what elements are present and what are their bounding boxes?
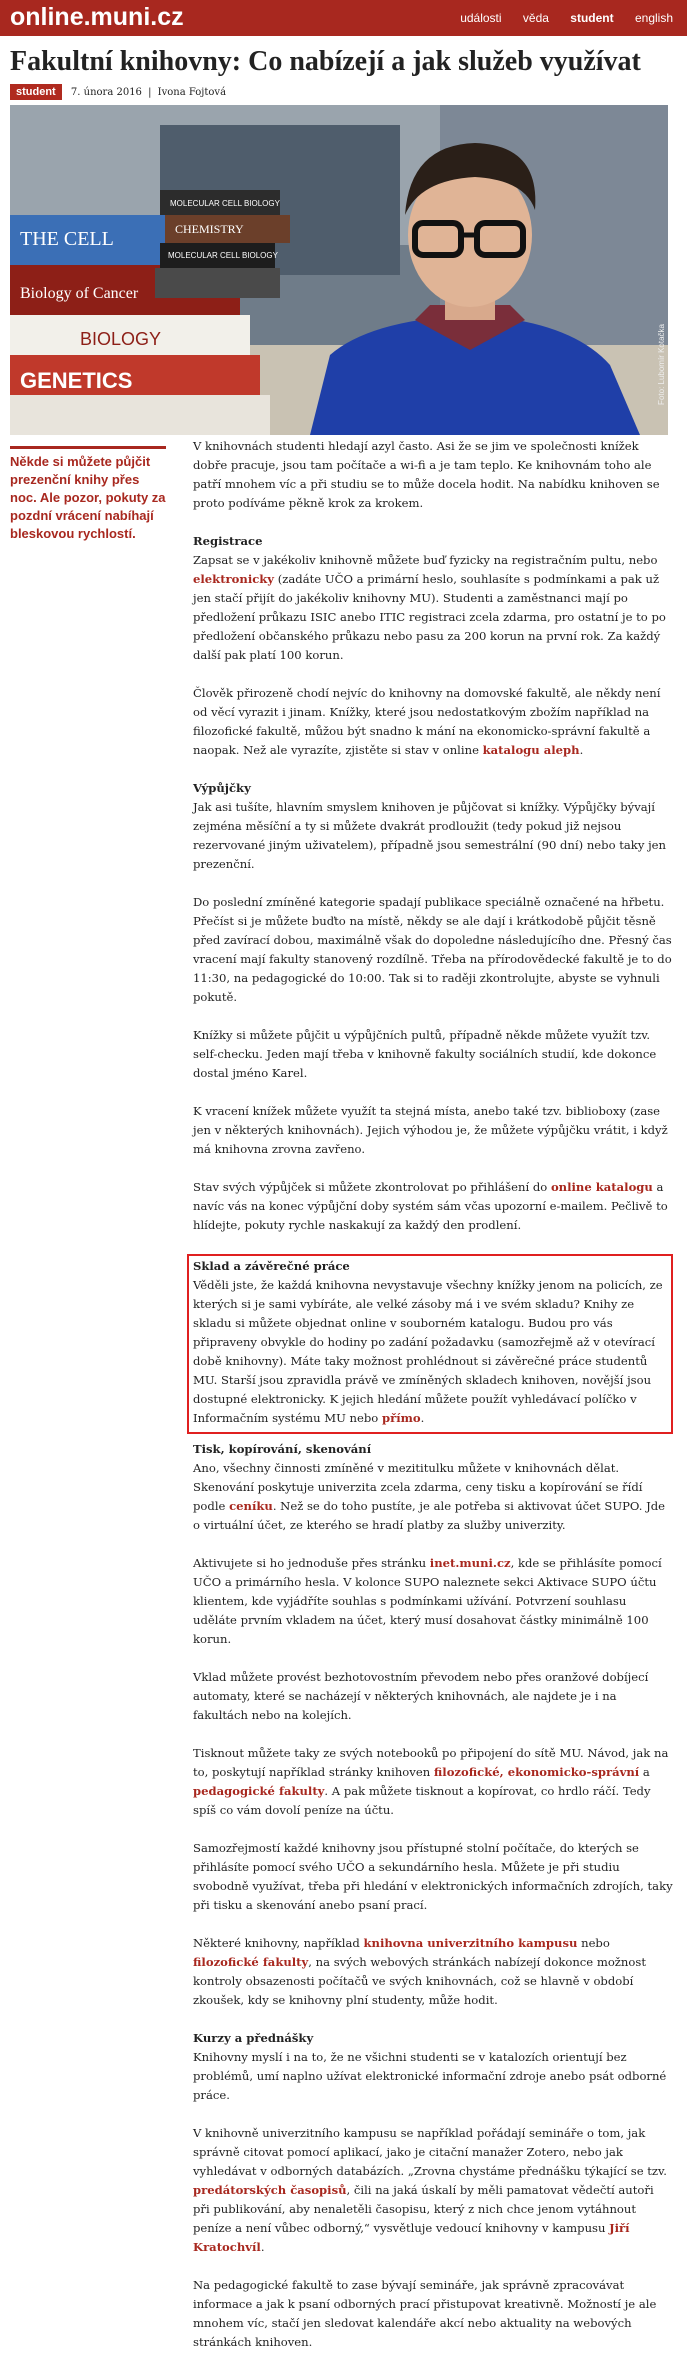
paragraph [193, 684, 673, 760]
registration-section [193, 532, 673, 665]
site-logo[interactable]: online.muni.cz [10, 3, 184, 31]
print-section [193, 1440, 673, 1535]
category-badge[interactable]: student [10, 84, 62, 100]
article-body [193, 437, 673, 2371]
nav-item-student[interactable]: student [570, 11, 614, 25]
theses-search-link[interactable]: přímo [381, 1411, 421, 1425]
text-run: Aktivujete si ho jednoduše přes stránku [193, 1556, 430, 1570]
book-title-7: GENETICS [20, 368, 133, 393]
arts-faculty-link[interactable]: filozofické fakulty [193, 1955, 309, 1969]
book-title-4: THE CELL [20, 228, 114, 250]
pricelist-link[interactable]: ceníku [229, 1499, 273, 1513]
text-run: Tisknout můžete taky ze svých notebooků po připojení do sítě MU. Návod, jak na to, poskytují například stránky knihoven [193, 1746, 669, 1779]
text-run: a navíc vás na konec výpůjční doby systém sám včas upozorní e-mailem. Pečlivě to hlídejte, pokuty rychle naskakují za každý den prodlení. [193, 1180, 668, 1232]
predatory-journals-link[interactable]: predátorských časopisů [193, 2183, 347, 2197]
article-photo [10, 105, 668, 435]
text-run: , na svých webových stránkách nabízejí dokonce možnost kontroly obsazenosti počítačů ve svých knihovnách, což se hlavně v období zkoušek, kdy se knihovny plní studenty, může hodit. [193, 1955, 646, 2007]
text-run: Člověk přirozeně chodí nejvíc do knihovny na domovské fakultě, ale někdy není od věcí vyrazit i jinam. Knížky, které jsou nedostatkovým zbožím například na filozofické fakultě, můžou být snadno k mání na ekonomicko-správní fakultě a naopak. Než ale vyrazíte, zjistěte si stav v online [193, 686, 661, 757]
loans-section [193, 779, 673, 874]
site-header [0, 0, 687, 36]
text-run: . [579, 743, 584, 757]
book-title-5: Biology of Cancer [20, 285, 139, 302]
highlighted-storage-section [187, 1254, 673, 1434]
paragraph: Samozřejmostí každé knihovny jsou přístupné stolní počítače, do kterých se přihlásíte pomocí svého UČO a sekundárního hesla. Můžete je při studiu svobodně využívat, třeba při hledání v elektronických informačních zdrojích, taky při tisku a skenování anebo psaní prací. [193, 1841, 673, 1912]
campus-library-link[interactable]: knihovna univerzitního kampusu [363, 1936, 578, 1950]
pull-quote: Někde si můžete půjčit prezenční knihy přes noc. Ale pozor, pokuty za pozdní vrácení nabíhají bleskovou rychlostí. [10, 446, 166, 543]
courses-heading: Kurzy a přednášky [193, 2031, 314, 2045]
text-run: Zapsat se v jakékoliv knihovně můžete buď fyzicky na registračním pultu, nebo [193, 553, 658, 567]
photo-illustration [10, 105, 668, 435]
paragraph: Na pedagogické fakultě to zase bývají semináře, jak správně zpracovávat informace a jak k psaní odborných prací přistupovat kreativně. Možností je ale mnohem víc, stačí jen sledovat kalendáře akcí nebo aktuality na webových stránkách knihoven. [193, 2278, 657, 2349]
text-run: nebo [577, 1936, 610, 1950]
paragraph: K vracení knížek můžete využít ta stejná místa, anebo také tzv. biblioboxy (zase jen v některých knihovnách). Jejich výhodou je, že můžete výpůjčku vrátit, i když má knihovna zrovna zavřeno. [193, 1104, 668, 1156]
meta-separator: | [148, 87, 152, 98]
nav-item-veda[interactable]: věda [522, 11, 549, 25]
article-date: 7. února 2016 [70, 87, 142, 98]
book-title-6: BIOLOGY [80, 329, 162, 349]
text-run: Ano, všechny činnosti zmíněné v mezititulku můžete v knihovnách dělat. Skenování poskytuje univerzita zcela zdarma, ceny tisku a kopírování se řídí podle [193, 1461, 643, 1513]
paragraph [193, 1934, 673, 2010]
text-run: . Než se do toho pustíte, je ale potřeba si aktivovat účet SUPO. Jde o virtuální účet, ze kterého se hradí platby za služby univerzity. [193, 1499, 666, 1532]
text-run: , kde se přihlásíte pomocí UČO a primárního hesla. V kolonce SUPO naleznete sekci Aktivace SUPO účtu klientem, kde vyjádříte souhlas s podmínkami užívání. Potvrzení souhlasu uděláte prvním vkladem na účet, který musí dosahovat částky minimálně 100 korun. [193, 1556, 662, 1646]
nav-item-udalosti[interactable]: události [460, 11, 502, 25]
paragraph [193, 1257, 667, 1428]
aleph-catalog-link[interactable]: katalogu aleph [482, 743, 580, 757]
storage-heading: Sklad a závěrečné práce [193, 1259, 350, 1273]
text-run: Věděli jste, že každá knihovna nevystavuje všechny knížky jenom na policích, ze kterých si je sami vybíráte, ale velké zásoby má i ve svém skladu? Knihy ze skladu si můžete objednat online v souborném katalogu. Budou pro vás připraveny obvykle do hodiny po zadání požadavku (samozřejmě až v otevírací době knihovny). Máte taky možnost prohlédnout si závěrečné práce studentů MU. Starší jsou zpravidla právě ve zmíněných skladech knihoven, novější jsou dostupné elektronicky. K jejich hledání můžete použít vyhledávací políčko v Informačním systému MU nebo [193, 1278, 663, 1425]
text-run: . A pak můžete tisknout a kopírovat, co hrdlo ráčí. Tedy spíš co vám dovolí peníze na účtu. [193, 1784, 651, 1817]
loans-heading: Výpůjčky [193, 781, 251, 795]
top-nav [442, 11, 673, 25]
text-run: . [420, 1411, 425, 1425]
pedagogical-faculty-link[interactable]: pedagogické fakulty [193, 1784, 325, 1798]
online-catalog-link[interactable]: online katalogu [550, 1180, 653, 1194]
book-title-1: MOLECULAR CELL BIOLOGY [170, 199, 280, 208]
text-run: Stav svých výpůjček si můžete zkontrolovat po přihlášení do [193, 1180, 551, 1194]
text-run: a [639, 1765, 650, 1779]
text-run: , čili na jaká úskalí by měli pamatovat vědečtí autoři při publikování, aby nenaletěli časopisu, který z nich chce jenom vytáhnout peníze a není vůbec odborný,“ vysvětluje vedoucí knihovny v kampusu [193, 2183, 654, 2235]
text-run: V knihovně univerzitního kampusu se například pořádají semináře o tom, jak správně citovat pomocí aplikací, jako je citační manažer Zotero, nebo jak vyhledávat v odborných databázích. „Zrovna chystáme přednášku týkající se tzv. [193, 2126, 667, 2178]
paragraph: Vklad můžete provést bezhotovostním převodem nebo přes oranžové dobíjecí automaty, které se nacházejí v některých knihovnách, ale najdete je i na fakultách nebo na kolejích. [193, 1670, 649, 1722]
book-title-3: MOLECULAR CELL BIOLOGY [168, 251, 278, 260]
inet-link[interactable]: inet.muni.cz [429, 1556, 511, 1570]
print-heading: Tisk, kopírování, skenování [193, 1442, 372, 1456]
text-run: Knihovny myslí i na to, že ne všichni studenti se v katalozích orientují bez problémů, umí naplno užívat elektronické informační zdroje anebo psát odborné práce. [193, 2050, 667, 2102]
article-meta [10, 84, 226, 100]
intro-paragraph: V knihovnách studenti hledají azyl často. Asi že se jim ve společnosti knížek dobře pracuje, jsou tam počítače a wi-fi a je tam teplo. Ke knihovnám toho ale patří mnohem víc a při studiu se to může docela hodit. Na nabídku knihoven se proto podíváme pěkně krok za krokem. [193, 439, 660, 510]
article-title: Fakultní knihovny: Co nabízejí a jak služeb využívat [10, 46, 641, 77]
text-run: Jak asi tušíte, hlavním smyslem knihoven je půjčovat si knížky. Výpůjčky bývají zejména měsíční a ty si můžete dvakrát prodloužit (tedy pokud již nejsou rezervované jiným uživatelem), případně jsou semestrální (90 dní) nebo taky jen prezenční. [193, 800, 666, 871]
text-run: (zadáte UČO a primární heslo, souhlasíte s podmínkami a pak už jen stačí přijít do jakékoliv knihovny MU). Studenti a zaměstnanci mají po předložení průkazu ISIC anebo ITIC registraci zcela zdarma, pro ostatní je to po předložení občanského průkazu nebo pasu za 200 korun na první rok. Za každý další pak platí 100 korun. [193, 572, 666, 662]
jiri-kratochvil-link[interactable]: Jiří Kratochvíl [193, 2221, 630, 2254]
text-run: Některé knihovny, například [193, 1936, 364, 1950]
paragraph: Knížky si můžete půjčit u výpůjčních pultů, případně někde můžete využít tzv. self-checku. Jeden mají třeba v knihovně fakulty sociálních studií, kde dokonce dostal jméno Karel. [193, 1028, 657, 1080]
faculty-libraries-link[interactable]: filozofické, ekonomicko-správní [433, 1765, 640, 1779]
paragraph [193, 2124, 673, 2257]
courses-section [193, 2029, 673, 2105]
nav-item-english[interactable]: english [634, 11, 673, 25]
registration-heading: Registrace [193, 534, 263, 548]
text-run: . [260, 2240, 265, 2254]
book-title-2: CHEMISTRY [175, 222, 244, 236]
paragraph [193, 1178, 673, 1235]
paragraph [193, 1554, 673, 1649]
paragraph [193, 1744, 673, 1820]
photo-credit: Foto: Lubomír Kotačka [657, 324, 666, 405]
electronic-registration-link[interactable]: elektronicky [193, 572, 275, 586]
paragraph: Do poslední zmíněné kategorie spadají publikace speciálně označené na hřbetu. Přečíst si je můžete buďto na místě, někdy se ale dají i krátkodobě půjčit těsně před zavírací dobou, maximálně však do dopoledne následujícího dne. Přesný čas vracení mají fakulty stanovený rozdílně. Třeba na přírodovědecké fakultě je to do 11:30, na pedagogické do 10:00. Tak si to raději zkontrolujte, abyste se vyhnuli pokutě. [193, 895, 672, 1004]
article-author: Ivona Fojtová [157, 87, 227, 98]
